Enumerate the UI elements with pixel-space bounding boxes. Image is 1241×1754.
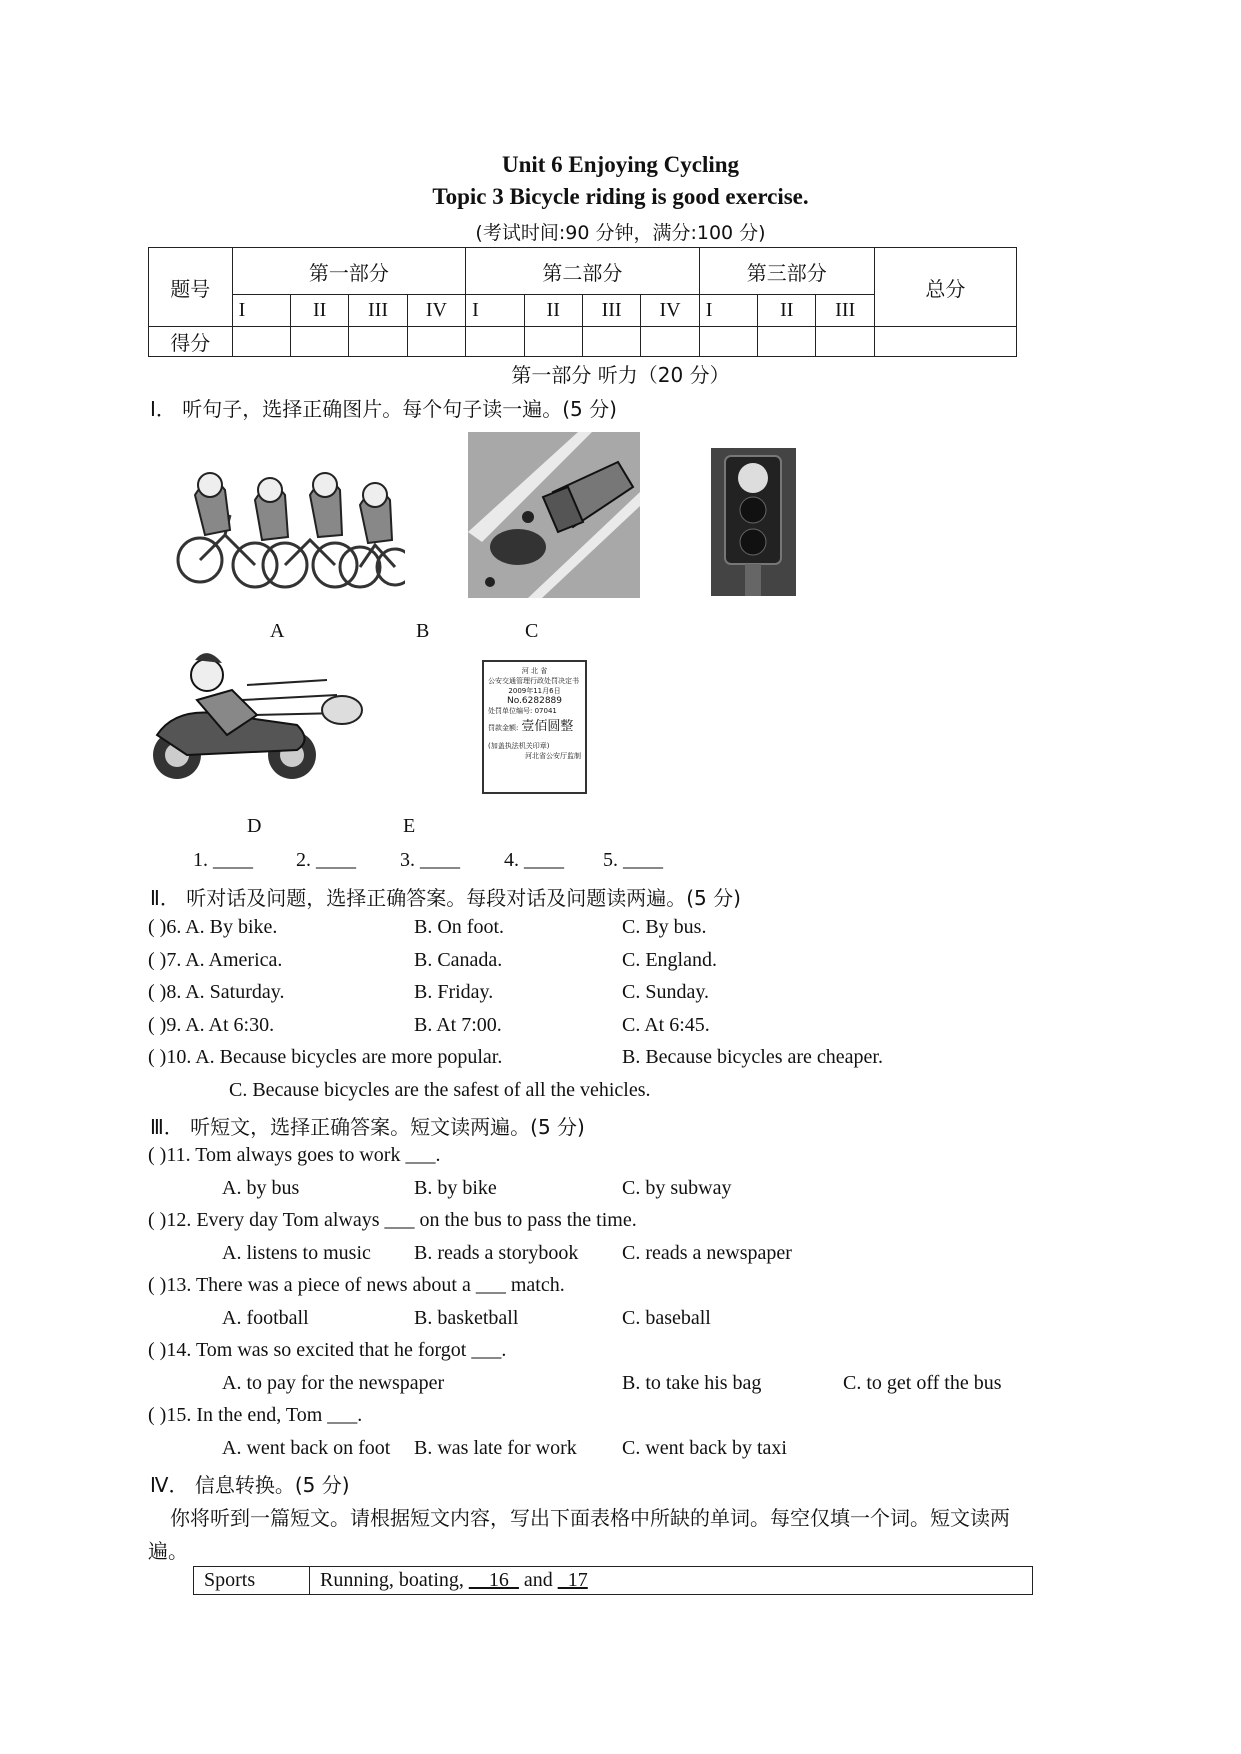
- option: B. On foot.: [414, 916, 504, 938]
- question-15: ( )15. In the end, Tom ___.: [148, 1404, 363, 1426]
- unit-title: Unit 6 Enjoying Cycling: [501, 152, 740, 177]
- ticket-line: 公安交通管理行政处罚决定书: [488, 677, 579, 685]
- score-cell[interactable]: [582, 327, 640, 357]
- answer-blank-1[interactable]: 1. ____: [193, 849, 253, 871]
- score-cell[interactable]: [758, 327, 816, 357]
- section-cell: I: [232, 295, 290, 327]
- picture-d-motorcycle: [147, 645, 369, 785]
- section3-heading: Ⅲ． 听短文，选择正确答案。短文读两遍。(5 分): [150, 1115, 585, 1139]
- question-8: ( )8. A. Saturday.: [148, 981, 285, 1003]
- option: C. Sunday.: [622, 981, 710, 1003]
- picture-b-accident: [468, 432, 640, 598]
- option: C. by subway: [622, 1177, 732, 1199]
- option: C. went back by taxi: [622, 1437, 787, 1459]
- option: A. by bus: [222, 1177, 300, 1199]
- option: C. At 6:45.: [622, 1014, 710, 1036]
- part3-header: 第三部分: [699, 248, 874, 295]
- option: A. football: [222, 1307, 309, 1329]
- section1-heading: Ⅰ． 听句子，选择正确图片。每个句子读一遍。(5 分): [150, 397, 617, 421]
- part2-header: 第二部分: [466, 248, 700, 295]
- answer-blank-4[interactable]: 4. ____: [504, 849, 564, 871]
- option: B. Because bicycles are cheaper.: [622, 1046, 883, 1068]
- ticket-line: 2009年11月6日: [508, 687, 561, 695]
- label-e: E: [403, 815, 416, 837]
- score-cell[interactable]: [232, 327, 290, 357]
- option: B. Canada.: [414, 949, 503, 971]
- section-cell: II: [290, 295, 348, 327]
- section-cell: II: [758, 295, 816, 327]
- section-cell: IV: [641, 295, 699, 327]
- picture-e-fine-ticket: [482, 660, 587, 794]
- row-label-score: 得分: [149, 327, 233, 357]
- section-cell: III: [816, 295, 874, 327]
- ticket-line: (加盖执法机关印章): [488, 742, 550, 750]
- question-6: ( )6. A. By bike.: [148, 916, 278, 938]
- picture-c-traffic-light: [711, 448, 796, 596]
- info-table: [193, 1566, 1033, 1595]
- section2-heading: Ⅱ． 听对话及问题，选择正确答案。每段对话及问题读两遍。(5 分): [150, 886, 741, 910]
- label-b: B: [416, 620, 430, 642]
- option: C. reads a newspaper: [622, 1242, 792, 1264]
- section-cell: III: [582, 295, 640, 327]
- total-header: 总分: [874, 248, 1016, 327]
- answer-blank-3[interactable]: 3. ____: [400, 849, 460, 871]
- label-c: C: [525, 620, 539, 642]
- section-cell: II: [524, 295, 582, 327]
- ticket-line: 河北省公安厅监制: [525, 752, 581, 760]
- option: C. By bus.: [622, 916, 707, 938]
- section4-instruction: 你将听到一篇短文。请根据短文内容，写出下面表格中所缺的单词。每空仅填一个词。短文读两: [170, 1506, 1010, 1530]
- ticket-line: 壹佰圆整: [521, 719, 574, 734]
- conjunction: and: [518, 1569, 558, 1591]
- part1-header: 第一部分: [232, 248, 466, 295]
- section-cell: III: [349, 295, 407, 327]
- ticket-line: 河 北 省: [521, 667, 548, 675]
- section-cell: IV: [407, 295, 465, 327]
- exam-info: (考试时间:90 分钟，满分:100 分): [475, 222, 766, 244]
- option: B. basketball: [414, 1307, 519, 1329]
- info-table-label: Sports: [194, 1567, 310, 1595]
- question-12: ( )12. Every day Tom always ___ on the bus to pass the time.: [148, 1209, 637, 1231]
- question-7: ( )7. A. America.: [148, 949, 283, 971]
- option: B. reads a storybook: [414, 1242, 579, 1264]
- blank-16[interactable]: __16_: [468, 1569, 519, 1591]
- label-d: D: [247, 815, 262, 837]
- info-table-value: [310, 1567, 1033, 1595]
- option: B. was late for work: [414, 1437, 577, 1459]
- score-cell[interactable]: [466, 327, 524, 357]
- score-cell[interactable]: [699, 327, 757, 357]
- ticket-line: 罚款金额:: [488, 724, 519, 732]
- blank-17[interactable]: _17: [557, 1569, 588, 1591]
- score-cell[interactable]: [290, 327, 348, 357]
- option: A. listens to music: [222, 1242, 371, 1264]
- option: B. Friday.: [414, 981, 494, 1003]
- row-label-question-number: 题号: [149, 248, 233, 327]
- section-cell: I: [699, 295, 757, 327]
- question-11: ( )11. Tom always goes to work ___.: [148, 1144, 441, 1166]
- option: B. At 7:00.: [414, 1014, 502, 1036]
- option: C. Because bicycles are the safest of all the vehicles.: [229, 1079, 651, 1101]
- option: B. to take his bag: [622, 1372, 762, 1394]
- sports-list: Running, boating,: [320, 1569, 469, 1591]
- ticket-line: No.6282889: [506, 696, 563, 706]
- score-cell[interactable]: [874, 327, 1016, 357]
- answer-blank-5[interactable]: 5. ____: [603, 849, 663, 871]
- option: C. England.: [622, 949, 717, 971]
- topic-title: Topic 3 Bicycle riding is good exercise.: [432, 184, 809, 209]
- question-9: ( )9. A. At 6:30.: [148, 1014, 275, 1036]
- score-cell[interactable]: [524, 327, 582, 357]
- score-cell[interactable]: [641, 327, 699, 357]
- score-cell[interactable]: [816, 327, 874, 357]
- question-10: ( )10. A. Because bicycles are more popular.: [148, 1046, 503, 1068]
- score-table: [148, 247, 1017, 357]
- question-14: ( )14. Tom was so excited that he forgot ___.: [148, 1339, 507, 1361]
- option: C. baseball: [622, 1307, 711, 1329]
- option: B. by bike: [414, 1177, 497, 1199]
- score-cell[interactable]: [407, 327, 465, 357]
- picture-a-cyclists: [170, 455, 405, 595]
- section4-instruction-cont: 遍。: [148, 1539, 188, 1563]
- score-cell[interactable]: [349, 327, 407, 357]
- part1-heading: 第一部分 听力（20 分）: [511, 363, 730, 387]
- answer-blank-2[interactable]: 2. ____: [296, 849, 356, 871]
- section4-heading: Ⅳ． 信息转换。(5 分): [150, 1473, 350, 1497]
- option: C. to get off the bus: [843, 1372, 1002, 1394]
- section-cell: I: [466, 295, 524, 327]
- label-a: A: [270, 620, 285, 642]
- ticket-line: 处罚单位编号: 07041: [488, 707, 557, 715]
- question-13: ( )13. There was a piece of news about a ___ match.: [148, 1274, 565, 1296]
- option: A. went back on foot: [222, 1437, 391, 1459]
- option: A. to pay for the newspaper: [222, 1372, 445, 1394]
